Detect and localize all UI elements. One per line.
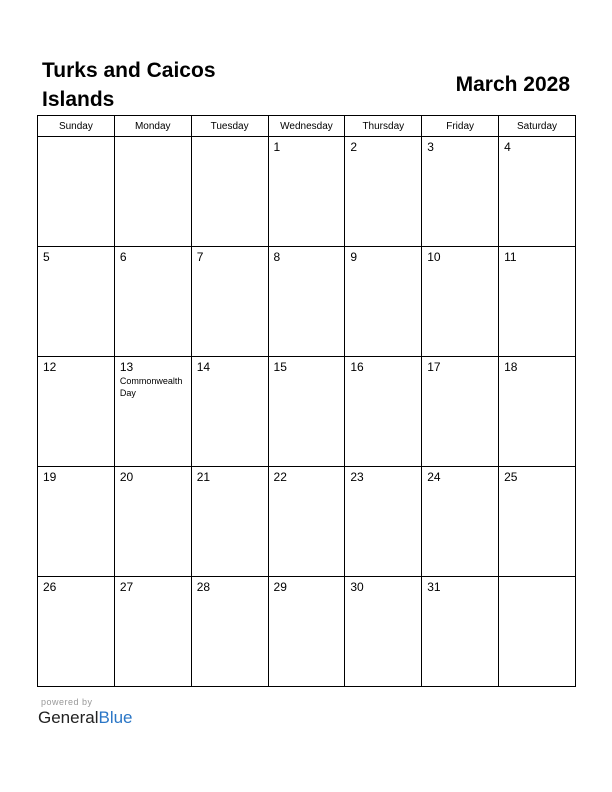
weekday-header-row [38, 116, 576, 137]
day-number: 8 [273, 250, 281, 264]
day-number: 9 [350, 250, 358, 264]
day-number: 27 [119, 580, 134, 594]
day-number [115, 137, 191, 141]
day-cell [191, 137, 268, 247]
day-cell [114, 137, 191, 247]
day-cell [345, 467, 422, 577]
calendar-country-title: Turks and Caicos Islands [42, 59, 216, 111]
day-cell [499, 577, 576, 687]
day-cell [499, 137, 576, 247]
day-cell [38, 247, 115, 357]
day-cell [345, 137, 422, 247]
week-row [38, 357, 576, 467]
day-number: 29 [273, 580, 287, 594]
weekday-header: Friday [422, 116, 499, 137]
day-cell [191, 467, 268, 577]
day-cell [268, 357, 345, 467]
day-number: 31 [427, 580, 441, 594]
day-number [192, 137, 268, 141]
holiday-label: Commonwealth Day [119, 376, 183, 398]
day-cell [345, 247, 422, 357]
day-number: 14 [196, 360, 211, 374]
brand-general-text: General [38, 708, 99, 727]
week-row [38, 577, 576, 687]
day-number: 13 [119, 360, 134, 374]
calendar-month-title: March 2028 [455, 73, 570, 96]
day-cell [499, 357, 576, 467]
day-cell [422, 577, 499, 687]
day-cell [191, 577, 268, 687]
brand-blue-text: Blue [98, 708, 133, 727]
day-cell [191, 357, 268, 467]
calendar-grid [37, 115, 576, 687]
day-number: 16 [350, 360, 364, 374]
day-number: 30 [350, 580, 364, 594]
day-cell [422, 137, 499, 247]
day-cell [268, 467, 345, 577]
day-cell [38, 467, 115, 577]
day-number: 1 [273, 140, 281, 154]
day-number: 18 [504, 360, 518, 374]
day-cell [38, 357, 115, 467]
day-number: 10 [427, 250, 441, 264]
weekday-header: Thursday [345, 116, 422, 137]
day-number: 20 [119, 470, 134, 484]
day-number: 23 [350, 470, 364, 484]
day-number: 24 [427, 470, 441, 484]
weekday-header: Wednesday [268, 116, 345, 137]
day-number: 4 [504, 140, 511, 154]
day-cell [268, 137, 345, 247]
day-cell [499, 467, 576, 577]
day-cell [38, 137, 115, 247]
weekday-header: Tuesday [191, 116, 268, 137]
day-cell [422, 467, 499, 577]
day-cell [268, 247, 345, 357]
day-number: 25 [504, 470, 518, 484]
week-row [38, 247, 576, 357]
day-number: 12 [43, 360, 57, 374]
weekday-header: Sunday [38, 116, 115, 137]
day-cell [422, 247, 499, 357]
weekday-header: Saturday [499, 116, 576, 137]
day-number: 17 [427, 360, 441, 374]
day-cell [268, 577, 345, 687]
day-number: 3 [427, 140, 434, 154]
day-number [38, 137, 114, 141]
day-cell [499, 247, 576, 357]
day-cell [422, 357, 499, 467]
powered-by-text: powered by [41, 697, 93, 707]
day-cell [114, 247, 191, 357]
day-cell [114, 467, 191, 577]
day-number: 19 [43, 470, 57, 484]
day-number: 6 [119, 250, 127, 264]
day-number: 22 [273, 470, 287, 484]
day-cell [38, 577, 115, 687]
day-number: 2 [350, 140, 358, 154]
week-row [38, 137, 576, 247]
day-number: 21 [196, 470, 211, 484]
day-cell [345, 577, 422, 687]
day-number: 7 [196, 250, 204, 264]
week-row [38, 467, 576, 577]
day-number [499, 577, 575, 581]
day-cell [114, 357, 191, 467]
day-number: 5 [43, 250, 50, 264]
generalblue-logo[interactable] [38, 708, 133, 728]
day-number: 15 [273, 360, 287, 374]
day-number: 26 [43, 580, 57, 594]
day-number: 28 [196, 580, 211, 594]
day-cell [345, 357, 422, 467]
day-cell [191, 247, 268, 357]
weekday-header: Monday [114, 116, 191, 137]
day-number: 11 [504, 250, 517, 264]
day-cell [114, 577, 191, 687]
